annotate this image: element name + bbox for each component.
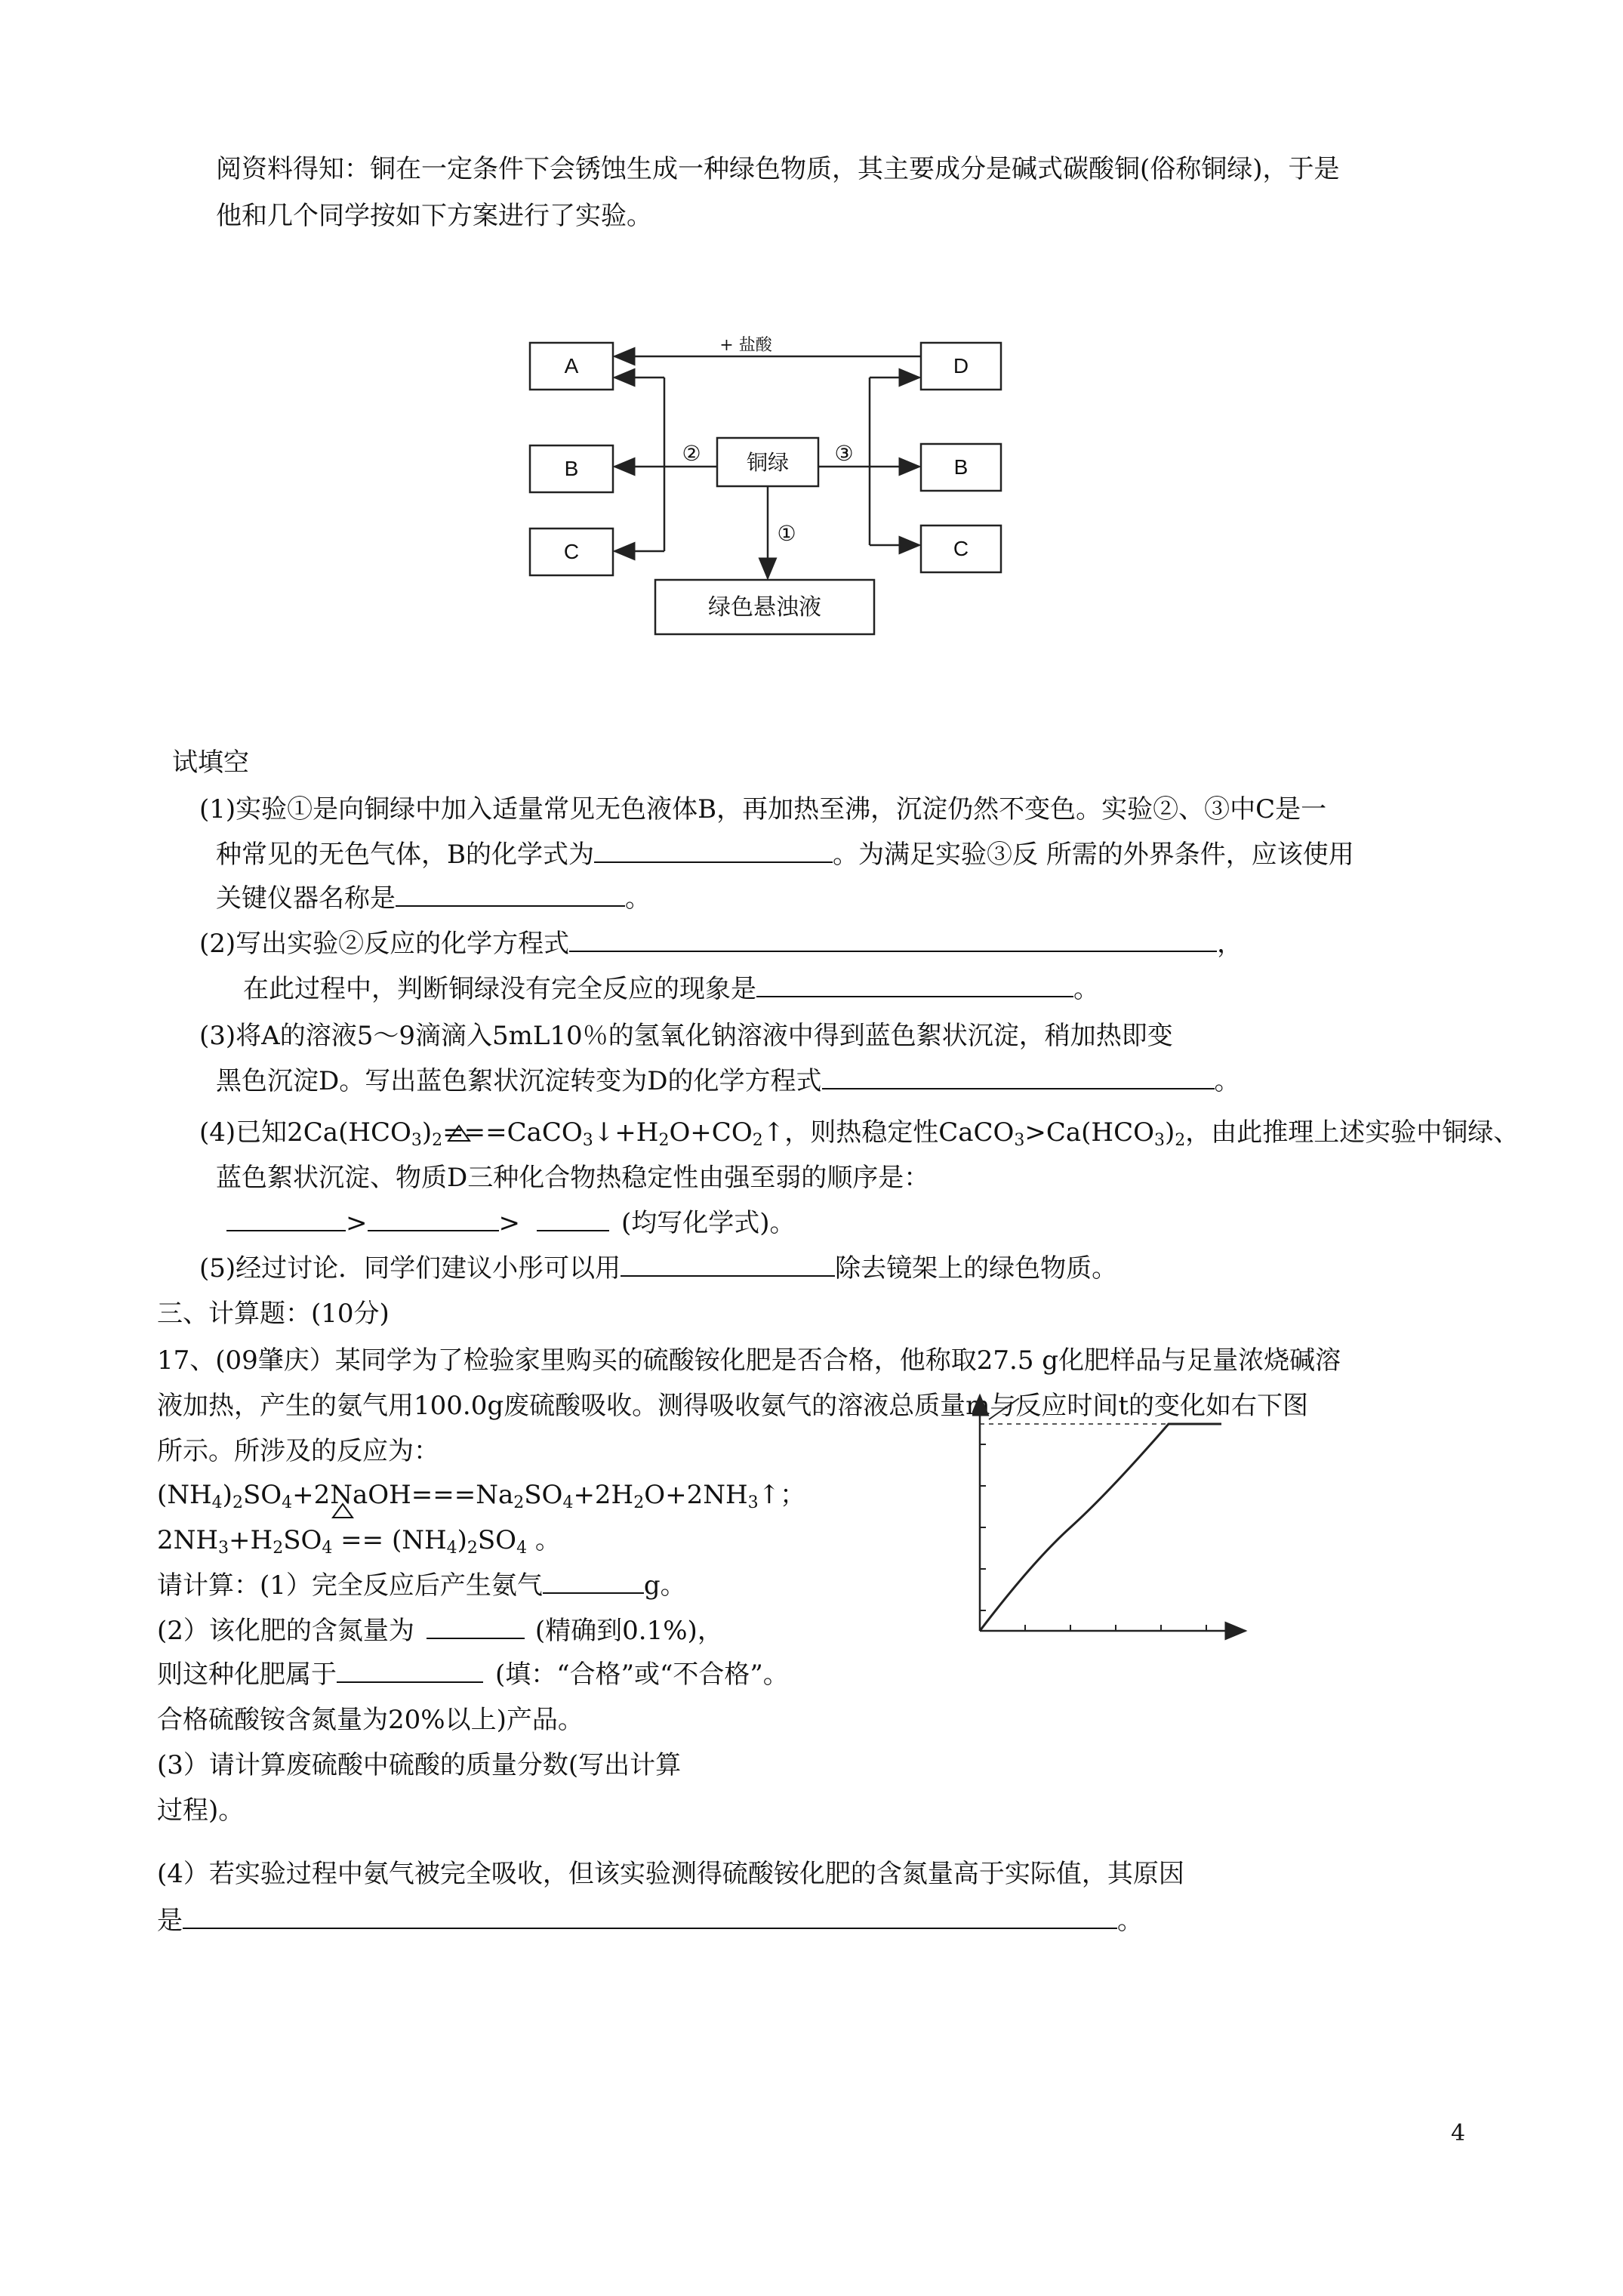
intro-line-1: 阅资料得知：铜在一定条件下会锈蚀生成一种绿色物质，其主要成分是碱式碳酸铜(俗称铜绿)，于是	[216, 154, 1340, 184]
answer-blank-phenomenon[interactable]	[756, 973, 1073, 997]
intro-line-2: 他和几个同学按如下方案进行了实验。	[216, 201, 652, 231]
q17-calc-6: 过程)。	[157, 1795, 245, 1826]
label-d: D	[953, 354, 969, 378]
q17-calc-3: 则这种化肥属于 (填：“合格”或“不合格”。	[157, 1660, 789, 1690]
answer-blank-instrument[interactable]	[396, 883, 625, 907]
q17-calc-4: 合格硫酸铵含氮量为20%以上)产品。	[157, 1705, 584, 1735]
label-b-right: B	[953, 455, 969, 479]
q17-equation-1: $(NH_4)_2SO_4+2NaOH===Na_2SO_4+2H_2O+2NH_3↑$；	[157, 1480, 806, 1512]
label-hcl: + 盐酸	[719, 336, 772, 355]
label-step-1: ①	[777, 521, 796, 546]
q4-line-2: 蓝色絮状沉淀、物质D三种化合物热稳定性由强至弱的顺序是：	[216, 1163, 930, 1193]
q17-line-1: 17、(09肇庆）某同学为了检验家里购买的硫酸铵化肥是否合格，他称取27.5 g化肥样品与足量浓烧碱溶	[157, 1345, 1341, 1376]
answer-blank-order-3[interactable]	[537, 1207, 609, 1231]
mass-time-graph	[972, 1388, 1259, 1652]
q17-line-2: 液加热，产生的氨气用100.0g废硫酸吸收。测得吸收氨气的溶液总质量m与反应时间t的变化如右下图	[157, 1391, 1308, 1421]
label-center: 铜绿	[746, 450, 790, 475]
label-a: A	[564, 354, 579, 378]
flow-diagram	[521, 317, 1042, 649]
answer-blank-remover[interactable]	[621, 1253, 835, 1277]
answer-blank-order-1[interactable]	[226, 1207, 346, 1231]
page-number: 4	[1451, 2120, 1466, 2147]
q2-line-2: 在此过程中，判断铜绿没有完全反应的现象是 。	[243, 974, 1099, 1004]
mass-curve	[980, 1424, 1221, 1631]
q1-line-1: (1)实验①是向铜绿中加入适量常见无色液体B，再加热至沸，沉淀仍然不变色。实验②、③中C是一	[199, 794, 1327, 824]
label-b-left: B	[564, 457, 579, 480]
q5-line: (5)经过讨论．同学们建议小彤可以用 除去镜架上的绿色物质。	[199, 1253, 1118, 1284]
label-step-2: ②	[682, 441, 701, 466]
q17-calc-2: (2）该化肥的含氮量为 (精确到0.1%)，	[157, 1616, 723, 1646]
label-c-right: C	[953, 537, 969, 560]
q17-calc-1: 请计算：(1）完全反应后产生氨气 g。	[157, 1570, 686, 1601]
answer-blank-reason[interactable]	[183, 1905, 1117, 1929]
q4-line-3: > > (均写化学式)。	[226, 1207, 796, 1240]
answer-blank-equation-3[interactable]	[822, 1065, 1215, 1089]
heat-triangle-icon-2	[331, 1502, 355, 1519]
fill-heading: 试填空	[172, 747, 249, 778]
q17-calc-8: 是 。	[157, 1906, 1143, 1936]
label-bottom: 绿色悬浊液	[708, 594, 821, 621]
q1-line-2: 种常见的无色气体，B的化学式为 。为满足实验③反 所需的外界条件，应该使用	[216, 840, 1354, 870]
label-step-3: ③	[834, 441, 854, 466]
q17-calc-7: (4）若实验过程中氨气被完全吸收，但该实验测得硫酸铵化肥的含氮量高于实际值，其原因	[157, 1859, 1184, 1889]
q1-line-3: 关键仪器名称是 。	[216, 883, 651, 914]
section-3-heading: 三、计算题：(10分)	[157, 1299, 390, 1329]
answer-blank-b-formula[interactable]	[594, 839, 833, 863]
q2-line-1: (2)写出实验②反应的化学方程式 ，	[199, 929, 1243, 959]
answer-blank-ammonia-mass[interactable]	[543, 1570, 644, 1594]
pointer-arrow	[989, 1398, 1019, 1419]
q17-equation-2: $2NH_3+H_2SO_4 == (NH_4)_2SO_4$ 。	[157, 1525, 561, 1558]
q4-line-1: (4)已知$2Ca(HCO_3)_2$ $===CaCO_3↓+H_2O+CO_2↑$，则热稳定性$CaCO_3>Ca(HCO_3)_2$，由此推理上述实验中铜绿、	[199, 1117, 1520, 1150]
answer-blank-qualified[interactable]	[337, 1659, 483, 1683]
q17-calc-5: (3）请计算废硫酸中硫酸的质量分数(写出计算	[157, 1750, 682, 1780]
answer-blank-equation-2[interactable]	[569, 928, 1217, 952]
answer-blank-nitrogen-content[interactable]	[427, 1615, 525, 1639]
q3-line-1: (3)将A的溶液5～9滴滴入5mL10％的氢氧化钠溶液中得到蓝色絮状沉淀，稍加热即变	[199, 1021, 1173, 1051]
label-c-left: C	[563, 540, 580, 563]
answer-blank-order-2[interactable]	[368, 1207, 499, 1231]
q17-line-3: 所示。所涉及的反应为：	[157, 1436, 439, 1466]
q3-line-2: 黑色沉淀D。写出蓝色絮状沉淀转变为D的化学方程式 。	[216, 1066, 1240, 1096]
